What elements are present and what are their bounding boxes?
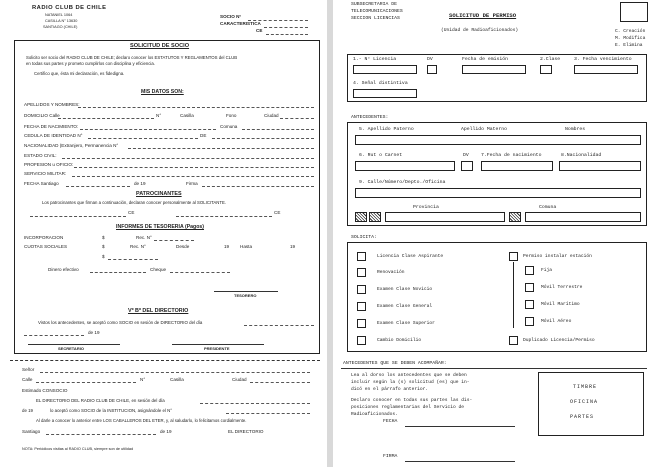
santiago-date-field[interactable] (46, 434, 156, 435)
option-examen-superior: Examen Clase Superior (377, 321, 435, 326)
nacimiento-label: 7.Fecha de nacimiento (481, 153, 542, 158)
vobo-heading: Vº Bº DEL DIRECTORIO (128, 308, 189, 314)
instruction-line-3: dicó en el párrafo anterior. (351, 387, 429, 392)
checkbox-renovacion[interactable] (357, 268, 366, 277)
cuotas-19a: 19 (224, 244, 230, 249)
casilla-label: Casilla (180, 113, 194, 118)
region-code-1 (355, 212, 367, 222)
antecedentes-acompanar-label: ANTECEDENTES QUE SE DEBEN ACOMPAÑAR: (343, 361, 447, 366)
licencia-label: 1.- N° Licencia (353, 57, 397, 62)
solicitud-de-socio-page (0, 0, 327, 467)
intro-line-1: Solicito ser socio del RADIO CLUB DE CHILE; declaro conocer los ESTATUTOS Y REGLAMENTOS del CLUB (26, 55, 238, 60)
comuna-label: Comuna (539, 205, 557, 210)
cuotas-label: CUOTAS SOCIALES (24, 244, 68, 249)
checkbox-movil-maritimo[interactable] (525, 300, 534, 309)
certify-text: Certifico que, ésta mi declaración, es fidedigna. (34, 71, 125, 76)
firma-field[interactable] (202, 186, 314, 187)
calle-ciudad-field[interactable] (250, 382, 310, 383)
stamp-line-2: OFICINA (570, 399, 599, 405)
cut-line (10, 360, 320, 361)
club-address-3: SANTIAGO (CHILE) (43, 25, 78, 29)
incorporacion-rec-field[interactable] (154, 240, 194, 241)
calle-label: 9. Calle/Número/Depto./Oficina (359, 180, 446, 185)
fecha-nacimiento-field[interactable] (80, 129, 216, 130)
cuotas-dollar: $ (102, 244, 105, 249)
estado-civil-label: ESTADO CIVIL: (24, 153, 57, 158)
form-title: SOLICITUD DE SOCIO (130, 43, 190, 49)
section-divider (341, 368, 647, 369)
fecha-santiago-field[interactable] (66, 186, 130, 187)
permiso-title: SOLICITUD DE PERMISO (449, 12, 517, 19)
secretario-label: SECRETARIO (58, 346, 84, 351)
option-modifica: M. Modifica (615, 36, 646, 41)
tesoreria-heading: INFORMES DE TESORERIA (Pagos) (116, 224, 205, 230)
incorporacion-rec: Rec. N° (136, 235, 152, 240)
senal-field[interactable] (353, 89, 417, 98)
club-address-2: CASILLA N° 13630 (45, 19, 78, 23)
ap-materno-label: Apellido Materno (461, 127, 508, 132)
checkbox-examen-novicio[interactable] (357, 285, 366, 294)
provincia-label: Provincia (413, 205, 439, 210)
cedula-field[interactable] (88, 138, 198, 139)
acepto-text: lo aceptó como SOCIO de la INSTITUCION, asignándole el N° (50, 408, 173, 413)
fecha-santiago-label: FECHA Santiago (24, 181, 59, 186)
incorporacion-dollar: $ (102, 235, 105, 240)
domicilio-label: DOMICILIO Calle (24, 113, 60, 118)
solicitud-de-permiso-page (333, 0, 660, 467)
permiso-bracket-line (513, 262, 514, 328)
cuotas-rec: Rec. N° (130, 244, 146, 249)
checkbox-movil-aereo[interactable] (525, 317, 534, 326)
extra-field[interactable] (108, 259, 158, 260)
emision-label: Fecha de emisión (462, 57, 509, 62)
option-creacion: C. Creación (615, 29, 646, 34)
header-line-2: TELECOMUNICACIONES (351, 9, 403, 14)
calle-no-label: N° (140, 377, 146, 382)
option-examen-novicio: Examen Clase Novicio (377, 287, 433, 292)
vencimiento-label: 3. Fecha vencimiento (574, 57, 632, 62)
licencia-number-field[interactable] (353, 65, 417, 74)
cuotas-desde: Desde (176, 244, 190, 249)
cedula-de-field[interactable] (212, 138, 314, 139)
declaration-line-2: posiciones reglamentarias del Servicio de (351, 405, 465, 410)
fecha-nacimiento-label: FECHA DE NACIMIENTO: (24, 124, 79, 129)
declaration-line-3: Radioaficionados. (351, 412, 398, 417)
region-code-2 (369, 212, 381, 222)
directorio-date-field[interactable] (200, 403, 310, 404)
provincia-field[interactable] (385, 212, 505, 222)
vistos-date2-field[interactable] (24, 335, 84, 336)
cuotas-hasta: Hasta (240, 244, 253, 249)
nacimiento-field[interactable] (481, 161, 553, 171)
patro-ce-1: CE (128, 210, 135, 215)
clase-label: 2.Clase (540, 57, 561, 62)
clase-field[interactable] (540, 65, 552, 74)
rut-field[interactable] (355, 161, 455, 171)
rut-dv-field[interactable] (461, 161, 473, 171)
patrocinante-2-field[interactable] (176, 216, 272, 217)
checkbox-examen-general[interactable] (357, 302, 366, 311)
patrocinantes-heading: PATROCINANTES (136, 191, 182, 197)
rut-dv-label: DV (463, 153, 469, 158)
instruction-line-1: Lea al dorso los antecedentes que se deben (351, 373, 467, 378)
estimado-text: Estimado CONSOCIO (22, 388, 68, 393)
patrocinante-1-field[interactable] (30, 216, 126, 217)
checkbox-duplicado[interactable] (509, 336, 518, 345)
ce-field[interactable] (266, 34, 308, 35)
option-permiso-estacion: Permiso instalar estación (523, 254, 592, 259)
socio-number-field[interactable] (226, 413, 310, 414)
patro-ce-2: CE (274, 210, 281, 215)
vistos-date-field[interactable] (244, 325, 314, 326)
dinero-label: Dinero efectivo (48, 267, 79, 272)
fecha-field[interactable] (405, 426, 515, 427)
option-examen-general: Examen Clase General (377, 304, 433, 309)
caracteristica-label: CARACTERISTICA (220, 21, 261, 26)
nacionalidad-label: 8.Nacionalidad (561, 153, 602, 158)
cedula-label: CEDULA DE IDENTIDAD N° (24, 133, 83, 138)
option-duplicado: Duplicado Licencia/Permiso (523, 338, 595, 343)
secretario-signature-line[interactable] (28, 344, 120, 345)
profesion-label: PROFESION u OFICIO: (24, 162, 74, 167)
firma-label: Firma (186, 181, 198, 186)
option-movil-aereo: Móvil Aéreo (541, 319, 572, 324)
calle-ciudad-label: Ciudad (232, 377, 247, 382)
cedula-de-label: DE (200, 133, 207, 138)
emision-field[interactable] (462, 65, 526, 74)
option-renovacion: Renovación (377, 270, 405, 275)
option-elimina: E. Elimina (615, 43, 643, 48)
option-fija: Fija (541, 268, 553, 273)
profesion-field[interactable] (74, 167, 314, 168)
extra-dollar: $ (102, 254, 105, 259)
comuna-field[interactable] (525, 212, 641, 222)
calle-casilla-label: Casilla (170, 377, 184, 382)
ce-label: CE (256, 28, 263, 33)
nombres-label: Nombres (565, 127, 586, 132)
calle-field[interactable] (36, 382, 136, 383)
comuna-field[interactable] (242, 129, 314, 130)
mis-datos-heading: MIS DATOS SON: (141, 89, 184, 95)
estado-civil-field[interactable] (62, 158, 314, 159)
header-line-1: SUBSECRETARIA DE (351, 2, 398, 7)
checkbox-examen-superior[interactable] (357, 319, 366, 328)
presidente-label: PRESIDENTE (204, 346, 230, 351)
no-label: N° (156, 113, 162, 118)
option-movil-maritimo: Móvil Marítimo (541, 302, 580, 307)
rut-label: 6. Rut o Carnet (359, 153, 403, 158)
cheque-field[interactable] (170, 272, 230, 273)
vistos-text: Vistos los antecedentes, se aceptó como SOCIO en sesión de DIRECTORIO del día (38, 320, 203, 325)
nacionalidad-field[interactable] (128, 148, 314, 149)
ciudad-label: Ciudad (264, 113, 279, 118)
senor-label: Señor (22, 367, 35, 372)
nacionalidad-label: NACIONALIDAD (Extranjero, Permanencia N° (24, 143, 119, 148)
santiago-de-19: de 19 (160, 429, 172, 434)
apellidos-label: APELLIDOS Y NOMBRES: (24, 102, 80, 107)
socio-no-label: SOCIO N° (220, 14, 242, 19)
honor-text: Al darle a conocer lo anterior entre LOS CABALLEROS DEL ETER, y, al saludarlo, lo felicitamos cordialmente. (36, 418, 247, 423)
fecha-label: FECHA (383, 419, 398, 424)
stamp-line-3: PARTES (570, 414, 595, 420)
caracteristica-field[interactable] (264, 27, 308, 28)
nacionalidad-field[interactable] (559, 161, 641, 171)
santiago-label: Santiago (22, 429, 41, 434)
instruction-line-2: incluir según la (s) solicitud (es) que in- (351, 380, 470, 385)
option-licencia-aspirante: Licencia Clase Aspirante (377, 254, 444, 259)
servicio-field[interactable] (72, 176, 314, 177)
club-address-1: NATANIEL 1064 (45, 13, 73, 17)
senal-label: 4. Señal distintiva (353, 81, 408, 86)
ciudad-field[interactable] (280, 118, 314, 119)
por-directorio-label: EL DIRECTORIO (228, 429, 264, 434)
ap-paterno-label: 5. Apellido Paterno (359, 127, 414, 132)
presidente-signature-line[interactable] (172, 344, 264, 345)
licencia-dv-field[interactable] (427, 65, 437, 74)
tesorero-signature-line[interactable] (214, 291, 278, 292)
patrocinantes-text: Los patrocinantes que firman a continuación, declaran conocer personalmente al SOLICITANTE. (42, 200, 227, 205)
calle-label: Calle (22, 377, 33, 382)
option-movil-terrestre: Móvil Terrestre (541, 285, 583, 290)
directorio-de-19: de 19 (22, 408, 33, 413)
action-code-box[interactable] (620, 2, 648, 22)
vistos-de-19: de 19 (88, 330, 100, 335)
directorio-text: EL DIRECTORIO DEL RADIO CLUB DE CHILE, en sesión del día (36, 398, 165, 403)
apellidos-field[interactable] (78, 107, 314, 108)
checkbox-fija[interactable] (525, 266, 534, 275)
fono-label: Fono (226, 113, 237, 118)
servicio-label: SERVICIO MILITAR: (24, 171, 67, 176)
vencimiento-field[interactable] (574, 65, 638, 74)
antecedentes-label: ANTECEDENTES: (351, 115, 389, 120)
cheque-label: Cheque (150, 267, 167, 272)
footnote: NOTA: Periódicos visitas al RADIO CLUB, siempre son de utilidad (22, 447, 134, 451)
dinero-field[interactable] (90, 272, 146, 273)
domicilio-field[interactable] (58, 118, 154, 119)
option-cambio-domicilio: Cambio Domicilio (377, 338, 422, 343)
senor-field[interactable] (40, 372, 310, 373)
header-line-3: SECCION LICENCIAS (351, 16, 400, 21)
checkbox-licencia-aspirante[interactable] (357, 252, 366, 261)
solicita-label: SOLICITA: (351, 235, 377, 240)
cuotas-19b: 19 (290, 244, 296, 249)
direccion-field[interactable] (355, 188, 641, 198)
stamp-line-1: TIMBRE (573, 384, 598, 390)
firma-field[interactable] (405, 461, 515, 462)
declaration-line-1: Declaro conocer en todas sus partes las dis- (351, 398, 473, 403)
comuna-label: Comuna (220, 124, 238, 129)
licencia-dv-label: DV (427, 57, 433, 62)
club-name: RADIO CLUB DE CHILE (32, 5, 107, 11)
incorporacion-label: INCORPORACION (24, 235, 64, 240)
checkbox-cambio-domicilio[interactable] (357, 336, 366, 345)
tesorero-label: TESORERO (234, 293, 257, 298)
fecha-de-19-label: de 19 (134, 181, 146, 186)
checkbox-movil-terrestre[interactable] (525, 283, 534, 292)
nombre-completo-field[interactable] (355, 135, 641, 145)
comuna-code (509, 212, 521, 222)
checkbox-permiso-estacion[interactable] (509, 252, 518, 261)
permiso-subtitle: (Unidad de Radioaficionados) (441, 28, 519, 33)
firma-label: FIRMA (383, 454, 398, 459)
intro-line-2: en todas sus partes y prometo cumplirlos con disciplina y eficiencia. (26, 61, 155, 66)
